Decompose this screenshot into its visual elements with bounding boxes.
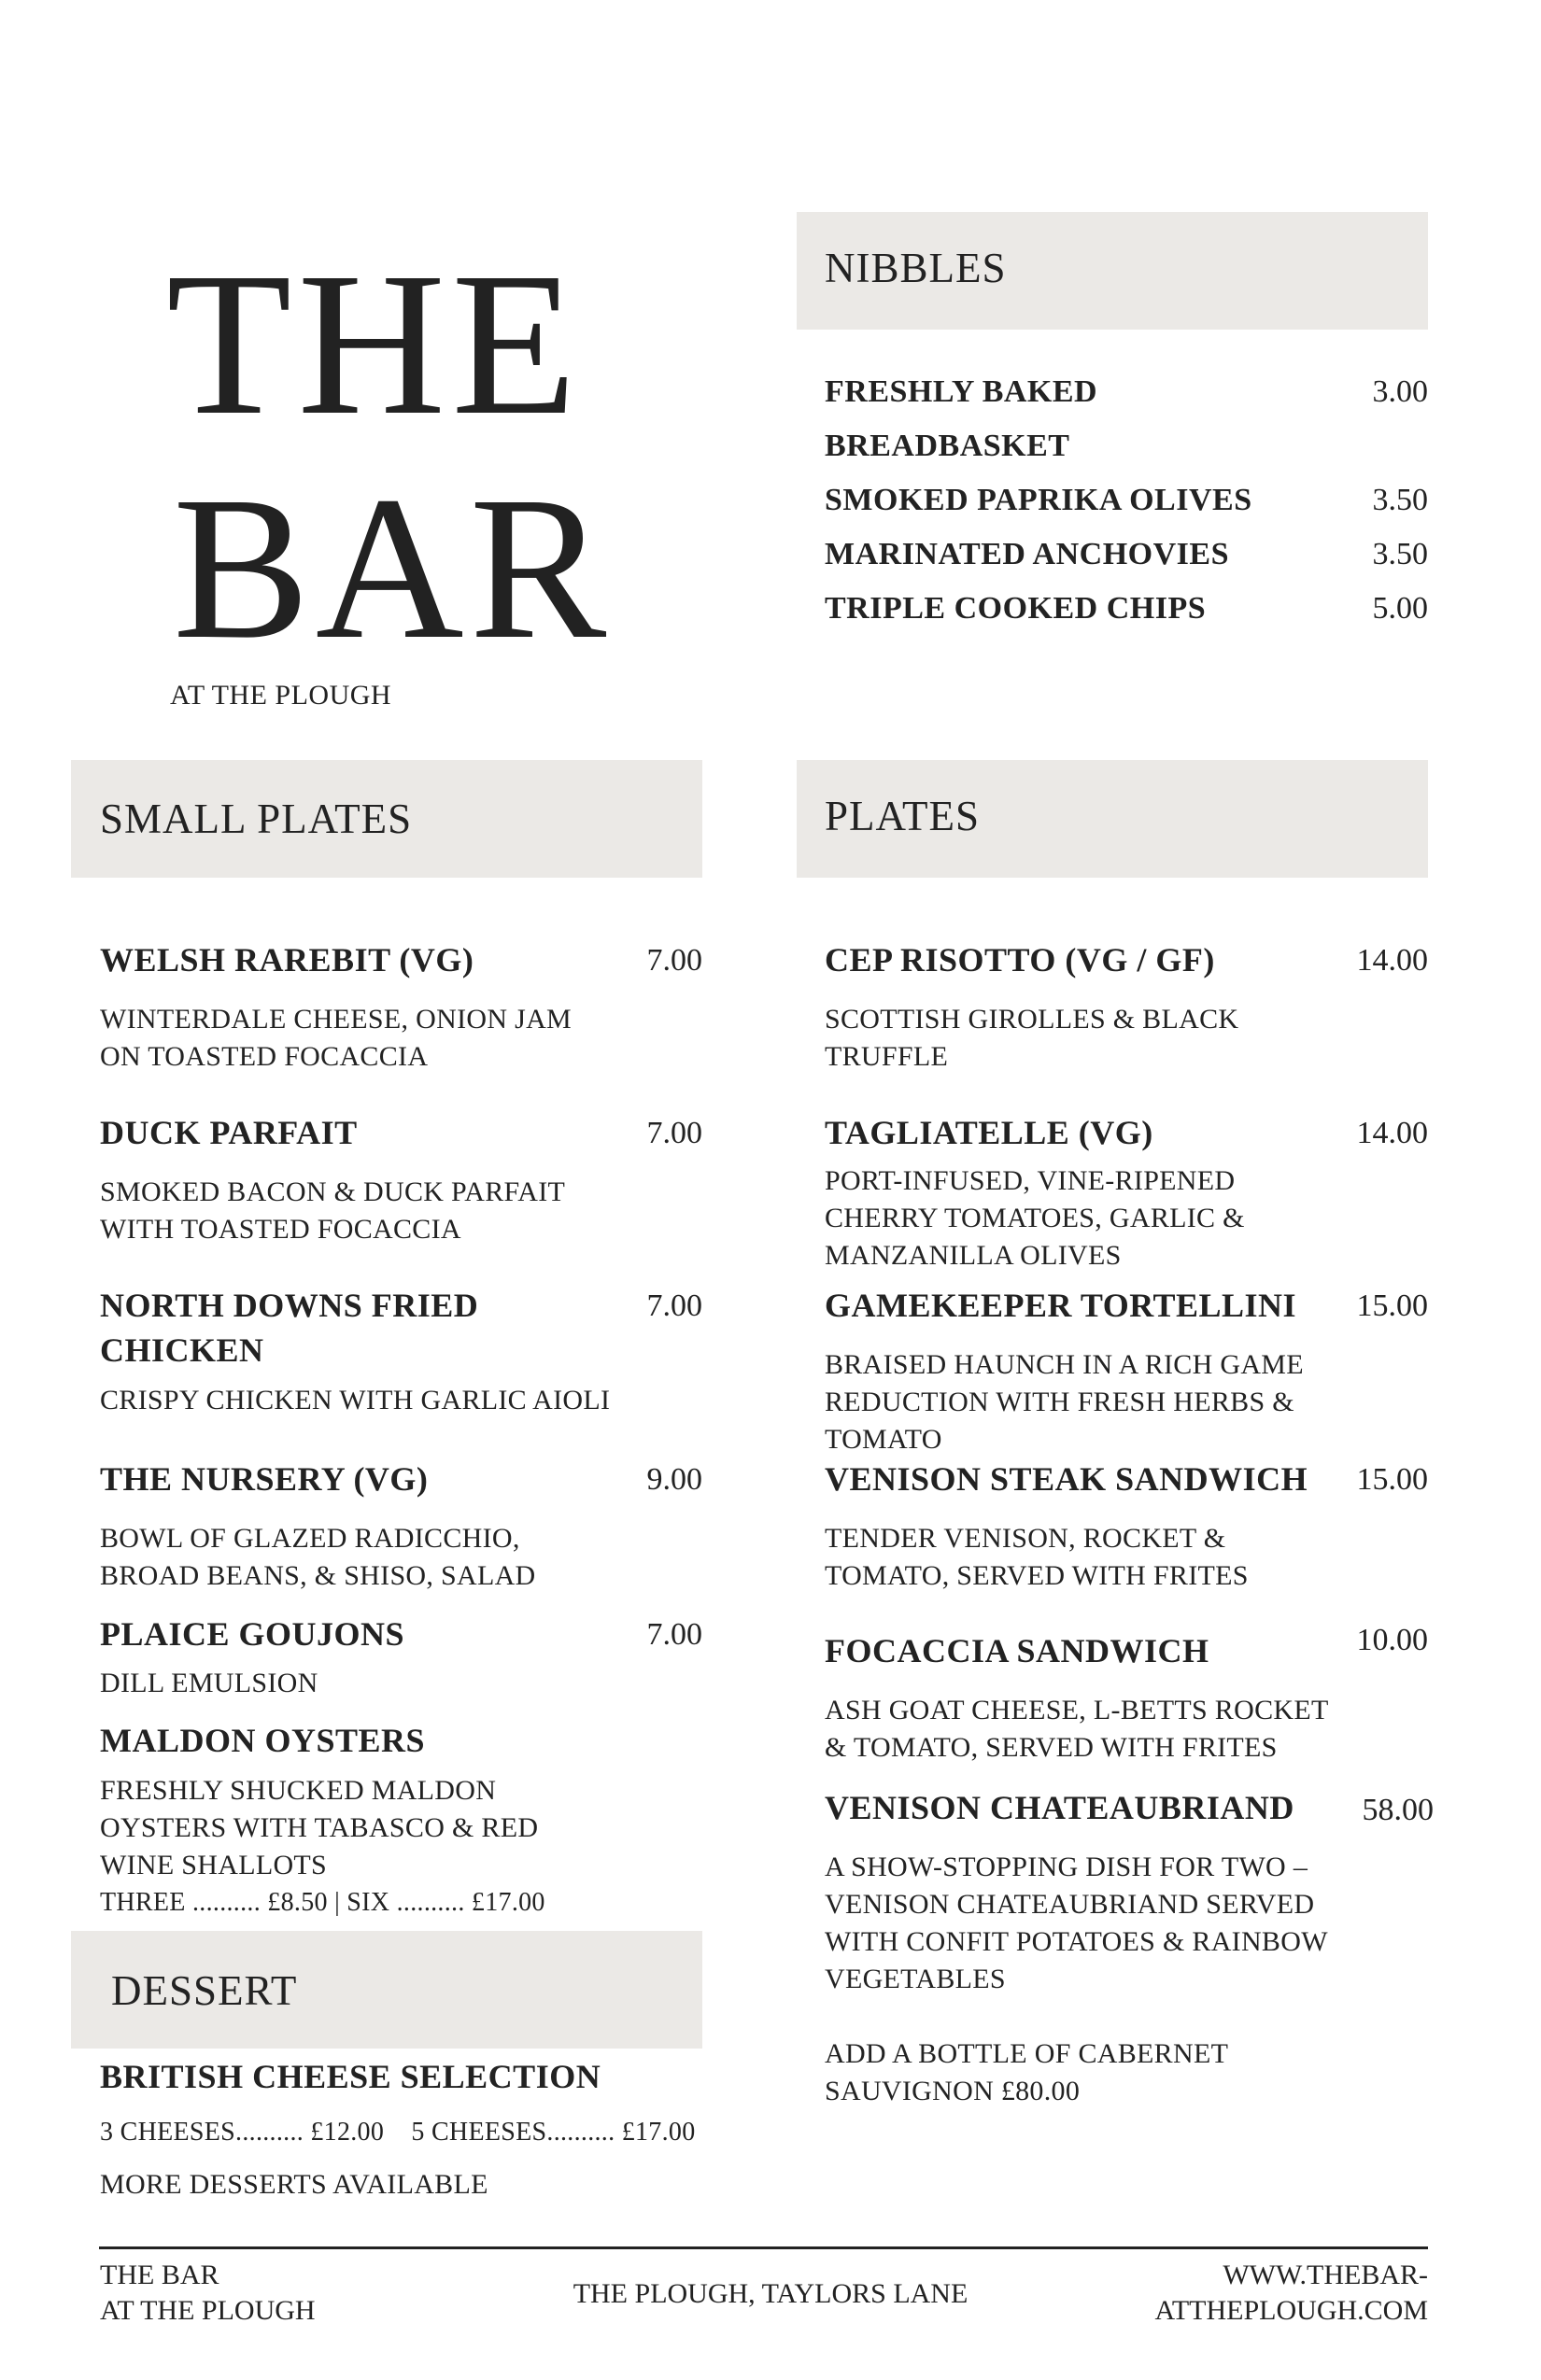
item-desc: FRESHLY SHUCKED MALDON — [100, 1775, 497, 1806]
item-price: 7.00 — [646, 1617, 702, 1652]
nibble-price: 5.00 — [1372, 591, 1428, 626]
dessert-note: MORE DESSERTS AVAILABLE — [100, 2169, 488, 2200]
item-desc: WINTERDALE CHEESE, ONION JAM — [100, 1004, 573, 1035]
logo-subtitle: AT THE PLOUGH — [170, 680, 392, 711]
item-price: 7.00 — [646, 943, 702, 978]
footer-website-line2[interactable]: ATTHEPLOUGH.COM — [1154, 2295, 1428, 2326]
item-desc: TRUFFLE — [825, 1041, 949, 1072]
item-desc: TOMATO, SERVED WITH FRITES — [825, 1560, 1249, 1591]
plates-title: PLATES — [825, 793, 981, 839]
item-desc: ASH GOAT CHEESE, L-BETTS ROCKET — [825, 1695, 1329, 1725]
item-desc: PORT-INFUSED, VINE-RIPENED — [825, 1165, 1236, 1196]
item-desc: SCOTTISH GIROLLES & BLACK — [825, 1004, 1239, 1035]
nibble-name: FRESHLY BAKED — [825, 374, 1098, 409]
item-desc: TENDER VENISON, ROCKET & — [825, 1523, 1226, 1554]
nibble-name: BREADBASKET — [825, 429, 1070, 463]
item-desc: DILL EMULSION — [100, 1668, 318, 1698]
logo-bar: BAR — [173, 454, 613, 682]
nibble-price: 3.00 — [1372, 374, 1428, 409]
item-price: 14.00 — [1356, 1116, 1428, 1150]
oyster-prices: THREE .......... £8.50 | SIX .......... £17.00 — [100, 1888, 545, 1917]
item-desc: A SHOW-STOPPING DISH FOR TWO – — [825, 1852, 1308, 1882]
footer-divider — [99, 2246, 1428, 2249]
item-title: DUCK PARFAIT — [100, 1114, 358, 1151]
item-price: 15.00 — [1356, 1289, 1428, 1323]
nibble-item — [825, 473, 1428, 528]
nibble-price: 3.50 — [1372, 483, 1428, 517]
item-desc: VEGETABLES — [825, 1964, 1006, 1994]
item-desc: REDUCTION WITH FRESH HERBS & — [825, 1387, 1294, 1417]
item-desc: ON TOASTED FOCACCIA — [100, 1041, 429, 1072]
item-title: GAMEKEEPER TORTELLINI — [825, 1287, 1297, 1324]
item-desc: CRISPY CHICKEN WITH GARLIC AIOLI — [100, 1385, 611, 1415]
item-title: MALDON OYSTERS — [100, 1722, 426, 1759]
nibble-price: 3.50 — [1372, 537, 1428, 571]
dessert-options: 3 CHEESES.......... £12.00 5 CHEESES.......... £17.00 — [100, 2118, 696, 2147]
nibble-item-cont — [825, 419, 1428, 473]
item-price: 14.00 — [1356, 943, 1428, 978]
addon-text: SAUVIGNON £80.00 — [825, 2076, 1081, 2106]
small-plates-title: SMALL PLATES — [100, 796, 413, 842]
item-desc: TOMATO — [825, 1424, 942, 1455]
item-desc: OYSTERS WITH TABASCO & RED — [100, 1812, 539, 1843]
footer-left-line1: THE BAR — [100, 2260, 219, 2290]
footer-left-line2: AT THE PLOUGH — [100, 2295, 316, 2326]
item-desc: BOWL OF GLAZED RADICCHIO, — [100, 1523, 520, 1554]
item-title: CHICKEN — [100, 1331, 264, 1369]
item-price: 58.00 — [1362, 1793, 1434, 1827]
item-price: 15.00 — [1356, 1462, 1428, 1497]
item-title: VENISON STEAK SANDWICH — [825, 1460, 1308, 1498]
item-desc: BRAISED HAUNCH IN A RICH GAME — [825, 1349, 1304, 1380]
item-title: THE NURSERY (VG) — [100, 1460, 429, 1498]
item-desc: WITH TOASTED FOCACCIA — [100, 1214, 461, 1245]
item-desc: WITH CONFIT POTATOES & RAINBOW — [825, 1926, 1328, 1957]
item-price: 7.00 — [646, 1116, 702, 1150]
dessert-header — [71, 1931, 702, 2049]
nibble-name: TRIPLE COOKED CHIPS — [825, 591, 1207, 626]
item-price: 9.00 — [646, 1462, 702, 1497]
item-title: TAGLIATELLE (VG) — [825, 1114, 1153, 1151]
dessert-item-title: BRITISH CHEESE SELECTION — [100, 2058, 601, 2095]
item-title: FOCACCIA SANDWICH — [825, 1632, 1209, 1669]
item-title: NORTH DOWNS FRIED — [100, 1287, 479, 1324]
item-desc: VENISON CHATEAUBRIAND SERVED — [825, 1889, 1315, 1920]
nibbles-title: NIBBLES — [825, 245, 1007, 291]
addon-text: ADD A BOTTLE OF CABERNET — [825, 2038, 1229, 2069]
logo-the: THE — [166, 230, 583, 458]
nibble-name: MARINATED ANCHOVIES — [825, 537, 1229, 571]
plates-header — [797, 760, 1428, 878]
item-desc: & TOMATO, SERVED WITH FRITES — [825, 1732, 1278, 1763]
item-desc: SMOKED BACON & DUCK PARFAIT — [100, 1176, 566, 1207]
item-desc: BROAD BEANS, & SHISO, SALAD — [100, 1560, 536, 1591]
item-price: 7.00 — [646, 1289, 702, 1323]
nibble-item — [825, 528, 1428, 582]
dessert-title: DESSERT — [111, 1967, 298, 2014]
item-title: CEP RISOTTO (VG / GF) — [825, 941, 1215, 979]
item-title: PLAICE GOUJONS — [100, 1615, 405, 1653]
item-title: WELSH RAREBIT (VG) — [100, 941, 474, 979]
nibble-item — [825, 365, 1428, 419]
nibbles-header — [797, 212, 1428, 330]
item-desc: CHERRY TOMATOES, GARLIC & — [825, 1203, 1245, 1233]
nibble-item — [825, 582, 1428, 636]
nibbles-list — [825, 365, 1428, 636]
nibble-name: SMOKED PAPRIKA OLIVES — [825, 483, 1252, 517]
item-desc: MANZANILLA OLIVES — [825, 1240, 1122, 1271]
item-desc: WINE SHALLOTS — [100, 1850, 328, 1880]
small-plates-header — [71, 760, 702, 878]
item-price: 10.00 — [1356, 1623, 1428, 1657]
footer-website-line1[interactable]: WWW.THEBAR- — [1223, 2260, 1428, 2290]
footer-address: THE PLOUGH, TAYLORS LANE — [573, 2278, 968, 2309]
item-title: VENISON CHATEAUBRIAND — [825, 1789, 1294, 1826]
